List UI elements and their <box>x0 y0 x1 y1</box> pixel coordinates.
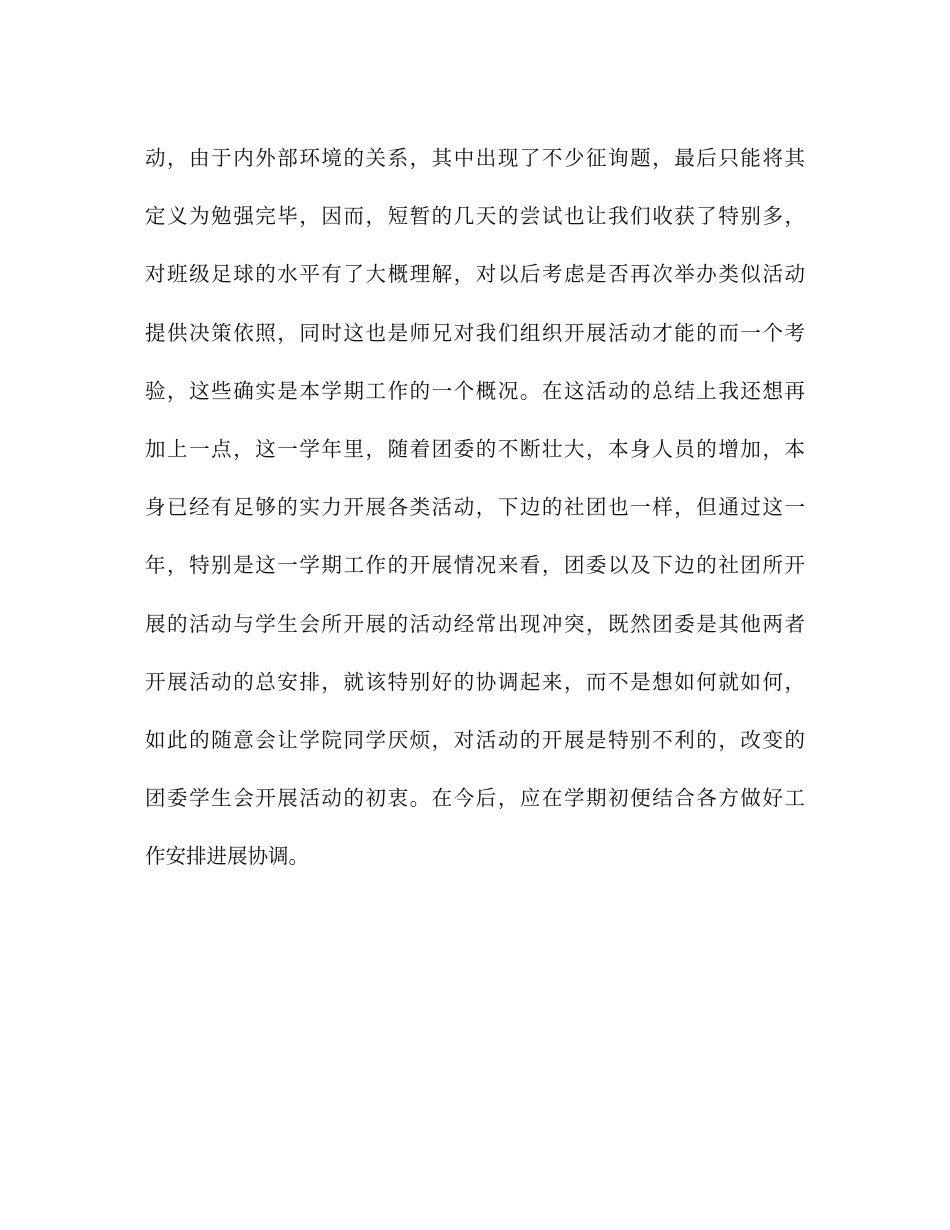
paragraph-line-7: 身已经有足够的实力开展各类活动，下边的社团也一样，但通过这一 <box>145 495 805 520</box>
paragraph-line-10: 开展活动的总安排，就该特别好的协调起来，而不是想如何就如何， <box>145 669 805 694</box>
paragraph-line-11: 如此的随意会让学院同学厌烦，对活动的开展是特别不利的，改变的 <box>145 727 805 752</box>
paragraph-line-6: 加上一点，这一学年里，随着团委的不断壮大，本身人员的增加，本 <box>145 436 805 461</box>
paragraph-line-3: 对班级足球的水平有了大概理解，对以后考虑是否再次举办类似活动 <box>145 262 805 287</box>
paragraph-line-4: 提供决策依照，同时这也是师兄对我们组织开展活动才能的而一个考 <box>145 320 805 345</box>
paragraph-line-9: 展的活动与学生会所开展的活动经常出现冲突，既然团委是其他两者 <box>145 611 805 636</box>
paragraph-line-5: 验，这些确实是本学期工作的一个概况。在这活动的总结上我还想再 <box>145 378 805 403</box>
paragraph-line-12: 团委学生会开展活动的初衷。在今后，应在学期初便结合各方做好工 <box>145 786 805 811</box>
paragraph-line-13: 作安排进展协调。 <box>145 844 309 869</box>
paragraph-line-8: 年，特别是这一学期工作的开展情况来看，团委以及下边的社团所开 <box>145 553 805 578</box>
paragraph-line-1: 动，由于内外部环境的关系，其中出现了不少征询题，最后只能将其 <box>145 146 805 170</box>
paragraph-line-2: 定义为勉强完毕，因而，短暂的几天的尝试也让我们收获了特别多， <box>145 204 805 229</box>
body-paragraph <box>145 136 805 892</box>
